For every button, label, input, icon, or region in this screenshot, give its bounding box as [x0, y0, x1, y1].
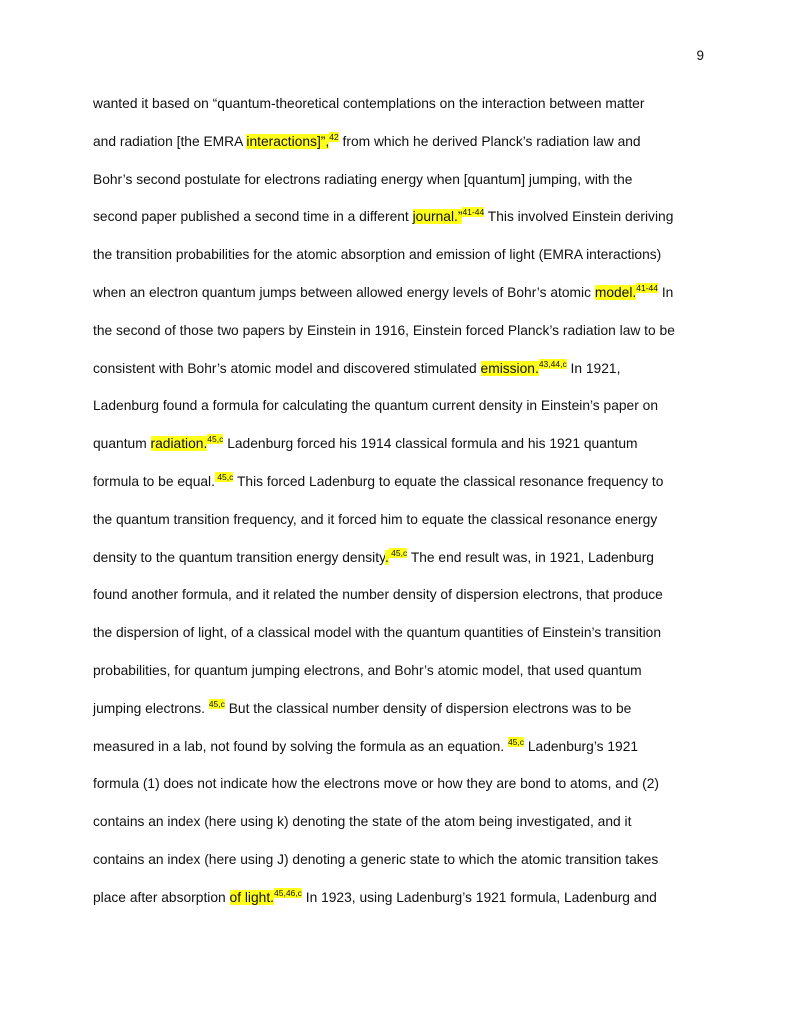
text-run: place after absorption	[93, 889, 230, 905]
text-line	[93, 622, 661, 644]
highlighted-text: emission.	[480, 360, 539, 376]
text-line	[93, 773, 659, 795]
text-run: Ladenburg forced his 1914 classical formula and his 1921 quantum	[223, 436, 638, 452]
text-run: second paper published a second time in a different	[93, 209, 413, 225]
citation-superscript: 45,c	[388, 547, 408, 558]
highlighted-text: radiation.	[150, 436, 208, 452]
text-run: from which he derived Planck’s radiation law and	[338, 133, 641, 149]
text-run: Bohr’s second postulate for electrons radiating energy when [quantum] jumping, with the	[93, 171, 633, 187]
text-line	[93, 471, 663, 493]
text-run: density to the quantum transition energy density	[93, 549, 385, 565]
text-run: contains an index (here using J) denoting a generic state to which the atomic transition takes	[93, 852, 659, 867]
text-run: contains an index (here using k) denoting the state of the atom being investigated, and it	[93, 814, 632, 830]
highlighted-text: journal.”	[412, 209, 463, 225]
text-run: measured in a lab, not found by solving the formula as an equation.	[93, 738, 508, 754]
text-run: probabilities, for quantum jumping electrons, and Bohr’s atomic model, that used quantum	[93, 663, 642, 678]
citation-superscript: 42	[329, 131, 339, 142]
citation-superscript: 45,c	[207, 434, 224, 445]
citation-superscript: 45,c	[208, 698, 225, 709]
text-line	[93, 811, 631, 833]
page-number: 9	[696, 48, 704, 63]
text-line	[93, 584, 663, 606]
text-run: consistent with Bohr’s atomic model and discovered stimulated	[93, 360, 481, 376]
citation-superscript: 41-44	[636, 283, 659, 293]
citation-superscript: 45,c	[214, 472, 234, 482]
text-run: when an electron quantum jumps between allowed energy levels of Bohr’s atomic	[93, 285, 595, 300]
text-line	[93, 244, 661, 266]
text-line	[93, 206, 673, 228]
text-line	[93, 282, 673, 304]
highlighted-text: of light.	[229, 889, 275, 905]
text-line	[93, 698, 631, 720]
text-run: formula to be equal.	[93, 474, 215, 489]
text-run: Ladenburg’s 1921	[524, 738, 639, 754]
text-run: In	[658, 285, 674, 300]
text-run: found another formula, and it related the number density of dispersion electrons, that produce	[93, 587, 663, 603]
text-line	[93, 395, 658, 417]
text-line	[93, 131, 641, 153]
text-run: Ladenburg found a formula for calculating the quantum current density in Einstein’s paper on	[93, 398, 659, 414]
citation-superscript: 41-44	[462, 207, 485, 218]
text-run: and radiation [the EMRA	[93, 133, 247, 149]
text-line	[93, 93, 644, 115]
citation-superscript: 45,46,c	[274, 887, 302, 898]
citation-superscript: 45,c	[507, 736, 525, 747]
text-line	[93, 736, 638, 758]
highlighted-text: .	[384, 549, 389, 565]
text-line	[93, 433, 638, 455]
text-line	[93, 358, 620, 380]
text-line	[93, 509, 657, 531]
text-run: the transition probabilities for the atomic absorption and emission of light (EMRA interactions)	[93, 247, 662, 263]
text-line	[93, 849, 658, 871]
text-run: In 1921,	[566, 360, 621, 376]
text-run: This forced Ladenburg to equate the classical resonance frequency to	[233, 474, 664, 489]
text-run: the quantum transition frequency, and it forced him to equate the classical resonance energy	[93, 511, 658, 527]
text-run: But the classical number density of dispersion electrons was to be	[224, 700, 632, 716]
highlighted-text: model.	[594, 285, 637, 300]
text-run: The end result was, in 1921, Ladenburg	[407, 549, 654, 565]
text-run: the second of those two papers by Einstein in 1916, Einstein forced Planck’s radiation law to be	[93, 322, 675, 338]
text-run: jumping electrons.	[93, 700, 209, 716]
text-line	[93, 660, 642, 682]
citation-superscript: 43,44,c	[538, 358, 567, 369]
text-run: formula (1) does not indicate how the electrons move or how they are bond to atoms, and (2)	[93, 776, 659, 792]
text-line	[93, 887, 657, 909]
text-line	[93, 169, 632, 191]
text-line	[93, 547, 654, 569]
text-run: wanted it based on “quantum-theoretical contemplations on the interaction between matter	[93, 96, 645, 111]
text-run: the dispersion of light, of a classical model with the quantum quantities of Einstein’s transition	[93, 625, 662, 641]
text-run: In 1923, using Ladenburg’s 1921 formula, Ladenburg and	[301, 889, 657, 905]
text-line	[93, 320, 675, 342]
text-run: quantum	[93, 436, 151, 452]
highlighted-text: interactions]”,	[246, 133, 330, 149]
text-run: This involved Einstein deriving	[484, 209, 674, 225]
